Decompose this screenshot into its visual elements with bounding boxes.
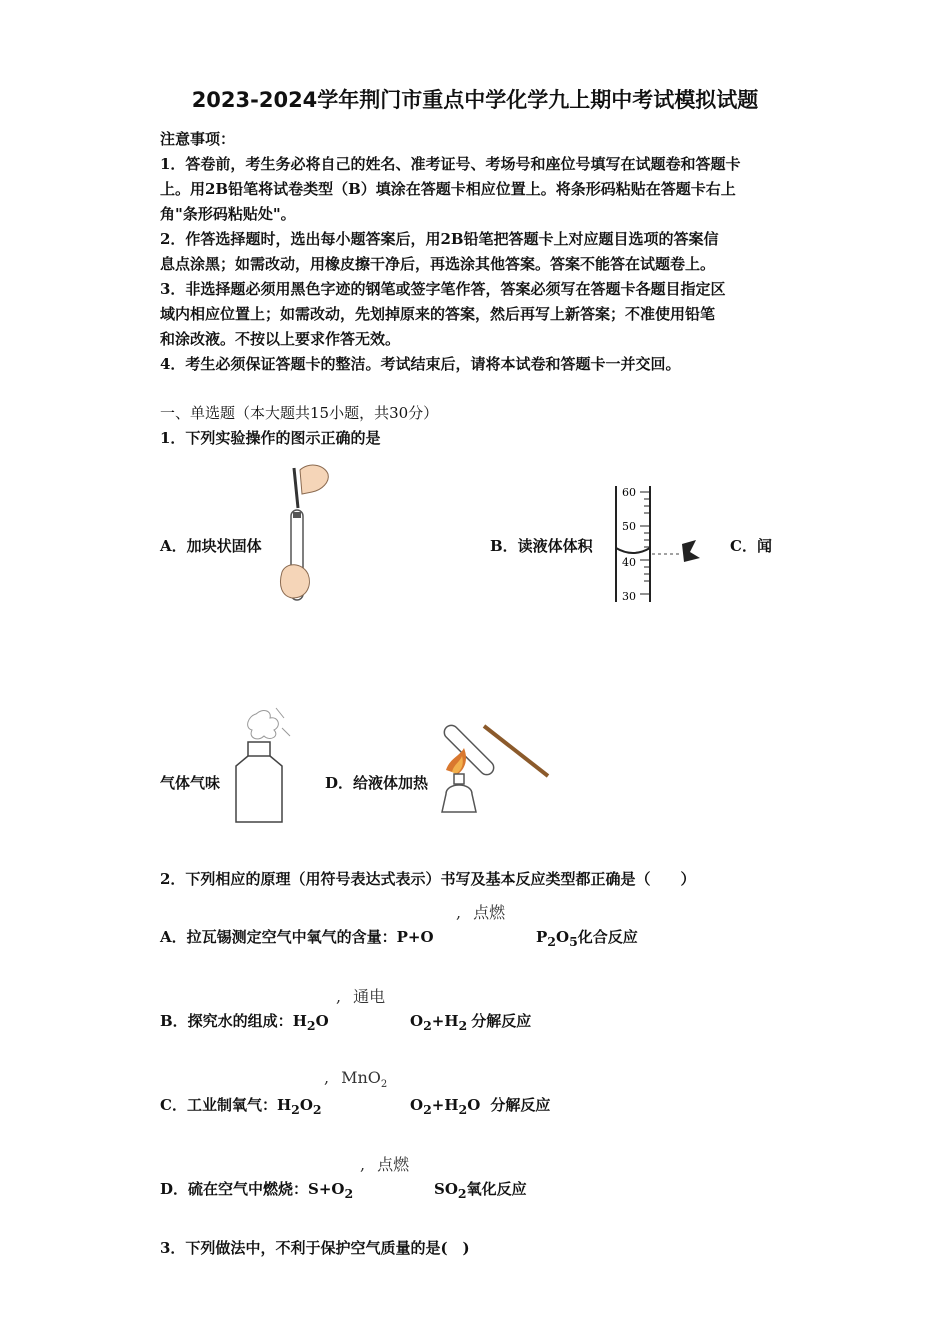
cylinder-tick-label: 30 [622,590,636,603]
q2-c-rhs-sub: 2 [423,1102,432,1117]
q2-a-lhs: P+O [396,928,434,946]
q2-c-lhs-2: O [299,1096,313,1114]
notice-line: 角"条形码粘贴处"。 [160,205,296,223]
notice-line: 1．答卷前，考生务必将自己的姓名、准考证号、考场号和座位号填写在试题卷和答题卡 [160,155,741,173]
q2-b-rhs-sub: 2 [423,1018,432,1033]
q2-c-rhs-sub2: 2 [458,1102,468,1117]
q2-b-rhs-sub2: 2 [458,1018,468,1033]
q2-d-condition-text: 点燃 [377,1155,410,1174]
q2-d-rhs-1: SO [434,1180,458,1198]
q2-d-prefix: D．硫在空气中燃烧： [160,1180,309,1198]
q2-a-condition-text: 点燃 [473,903,506,922]
q2-b-rhs-1: O [410,1012,424,1030]
q2-b-type: 分解反应 [471,1012,532,1030]
cylinder-tick-label: 50 [622,520,636,533]
section-heading: 一、单选题（本大题共15小题，共30分） [160,404,439,422]
q2-a-rhs-sub: 2 [547,934,556,949]
q2-a-rhs-2: O [555,928,570,946]
q2-c-lhs-sub: 2 [291,1102,300,1117]
q2-d-rhs-sub: 2 [457,1186,467,1201]
q2-b-rhs-2: +H [431,1012,459,1030]
q2-a-rhs-sub2: 5 [569,934,578,949]
q2-option-b [160,1010,329,1033]
q2-a-rhs-1: P [536,928,548,946]
cylinder-tick-label: 60 [622,486,636,499]
notice-line: 域内相应位置上；如需改动，先划掉原来的答案，然后再写上新答案；不准使用铅笔 [160,305,716,323]
q2-option-d [160,1178,353,1201]
q1-option-d: D．给液体加热 [325,774,429,792]
figure-add-solid [272,462,332,602]
q2-option-a [160,926,434,947]
q2-a-rhs [536,926,638,949]
notice-line: 2．作答选择题时，选出每小题答案后，用2B铅笔把答题卡上对应题目选项的答案信 [160,230,719,248]
q2-c-condition-sub: 2 [380,1079,388,1091]
question-3-stem: 3．下列做法中，不利于保护空气质量的是( ) [160,1239,470,1257]
q2-c-lhs-sub2: 2 [312,1102,322,1117]
q2-a-type: 化合反应 [577,928,638,946]
q2-c-prefix: C．工业制氧气： [160,1096,277,1114]
figure-heat-liquid [436,708,556,824]
q2-c-lhs: H [276,1096,292,1114]
cylinder-tick-label: 40 [622,556,636,569]
q2-d-type: 氧化反应 [466,1180,527,1198]
q2-c-rhs [410,1094,550,1117]
notice-heading: 注意事项： [160,130,236,148]
q2-d-condition: , 点燃 [360,1155,410,1174]
q1-option-b: B．读液体体积 [490,537,593,555]
q2-option-c [160,1094,322,1117]
q1-option-c-cont: 气体气味 [160,774,221,792]
q2-b-lhs: H [292,1012,307,1030]
q2-b-condition-text: 通电 [353,987,386,1006]
question-1-stem: 1．下列实验操作的图示正确的是 [160,429,381,447]
q2-d-lhs-sub: 2 [344,1186,354,1201]
notice-line: 息点涂黑；如需改动，用橡皮擦干净后，再选涂其他答案。答案不能答在试题卷上。 [160,255,716,273]
page-title: 2023-2024学年荆门市重点中学化学九上期中考试模拟试题 [191,88,759,112]
notice-line: 4．考生必须保证答题卡的整洁。考试结束后，请将本试卷和答题卡一并交回。 [160,355,681,373]
q2-c-condition-text: MnO [341,1068,381,1087]
q2-a-condition: , 点燃 [456,903,506,922]
q2-b-lhs-2: O [315,1012,329,1030]
q2-b-condition: , 通电 [336,987,386,1006]
notice-line: 和涂改液。不按以上要求作答无效。 [160,330,401,348]
q1-option-a: A．加块状固体 [160,537,262,555]
q2-b-rhs [410,1010,531,1033]
q2-b-prefix: B．探究水的组成： [160,1012,293,1030]
question-2-stem: 2．下列相应的原理（用符号表达式表示）书写及基本反应类型都正确是（ ） [160,870,696,888]
q2-c-rhs-1: O [410,1096,424,1114]
figure-smell-gas [226,706,296,826]
q2-c-rhs-2: +H [431,1096,459,1114]
notice-line: 上。用2B铅笔将试卷类型（B）填涂在答题卡相应位置上。将条形码粘贴在答题卡右上 [160,180,736,198]
notice-line: 3．非选择题必须用黑色字迹的钢笔或签字笔作答，答案必须写在答题卡各题目指定区 [160,280,726,298]
q2-d-rhs [434,1178,527,1201]
q2-d-lhs: S+O [308,1180,345,1198]
figure-read-volume [610,482,710,606]
q1-option-c: C．闻 [730,537,772,555]
q2-b-lhs-sub: 2 [306,1018,316,1033]
q2-c-type: 分解反应 [490,1096,551,1114]
q2-a-prefix: A．拉瓦锡测定空气中氧气的含量： [160,928,397,946]
q2-c-rhs-3: O [467,1096,481,1114]
q2-c-condition: , MnO$_2$ [324,1068,388,1091]
